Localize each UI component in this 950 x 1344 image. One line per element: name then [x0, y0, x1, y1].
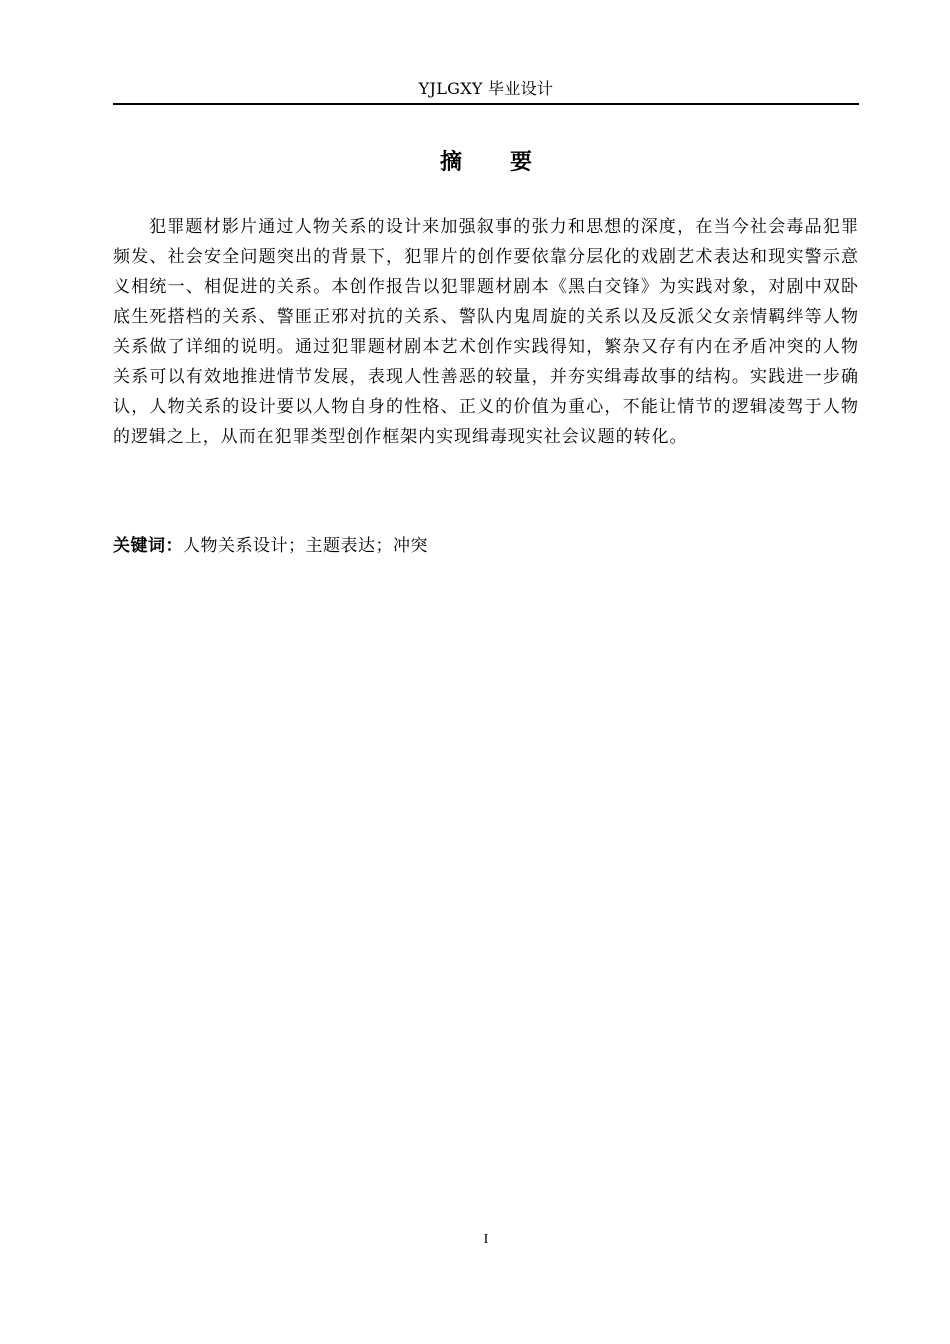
page-header — [113, 78, 859, 105]
page-number: I — [483, 1232, 489, 1247]
abstract-paragraph: 犯罪题材影片通过人物关系的设计来加强叙事的张力和思想的深度，在当今社会毒品犯罪频发、社会安全问题突出的背景下，犯罪片的创作要依靠分层化的戏剧艺术表达和现实警示意义相统一、相促进的关系。本创作报告以犯罪题材剧本《黑白交锋》为实践对象，对剧中双卧底生死搭档的关系、警匪正邪对抗的关系、警队内鬼周旋的关系以及反派父女亲情羁绊等人物关系做了详细的说明。通过犯罪题材剧本艺术创作实践得知，繁杂又存有内在矛盾冲突的人物关系可以有效地推进情节发展，表现人性善恶的较量，并夯实缉毒故事的结构。实践进一步确认，人物关系的设计要以人物自身的性格、正义的价值为重心，不能让情节的逻辑凌驾于人物的逻辑之上，从而在犯罪类型创作框架内实现缉毒现实社会议题的转化。 — [113, 217, 859, 447]
keywords-line — [113, 533, 859, 559]
keywords-label: 关键词： — [113, 536, 183, 556]
keywords-value: 人物关系设计；主题表达；冲突 — [183, 536, 428, 556]
abstract-title: 摘要 — [439, 150, 580, 175]
header-title: YJLGXY 毕业设计 — [418, 79, 554, 98]
